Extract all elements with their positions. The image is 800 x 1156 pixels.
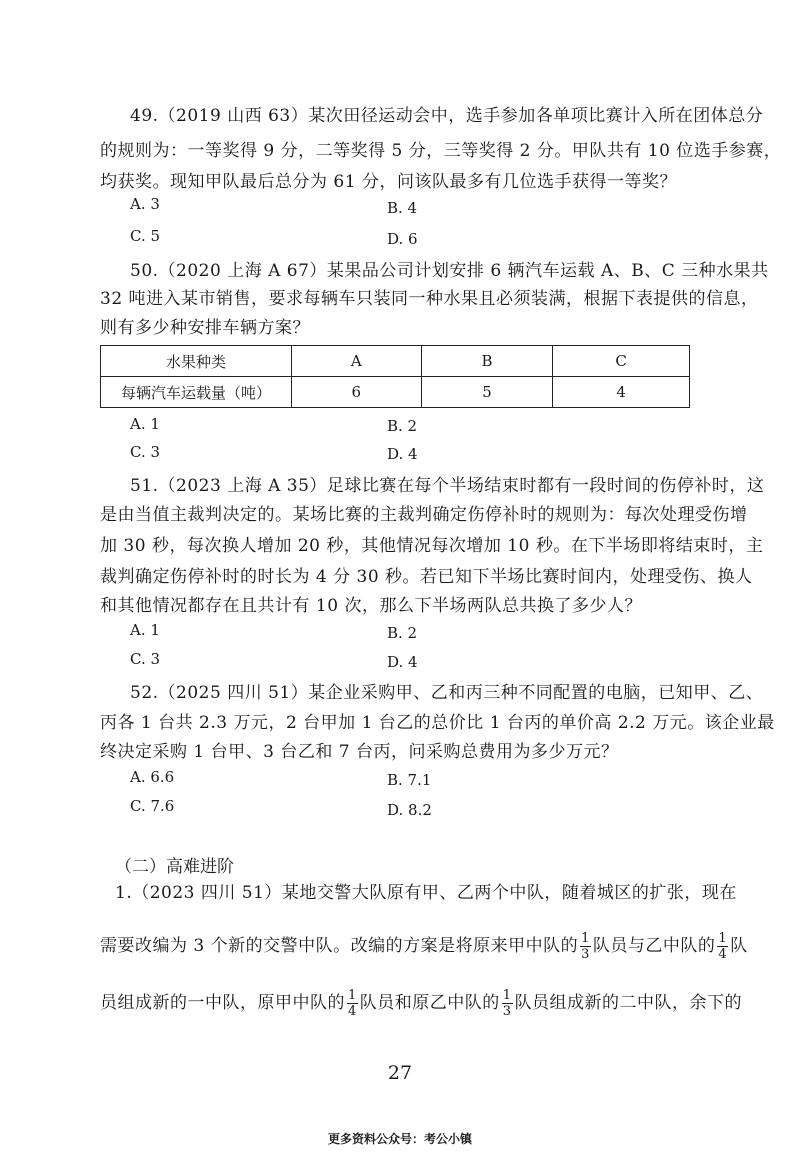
q52-line-2: 丙各 1 台共 2.3 万元，2 台甲加 1 台乙的总价比 1 台丙的单价高 2.2 万元。该企业最	[100, 713, 775, 733]
adv1-line-3	[100, 985, 742, 1021]
q51-option-b: B. 2	[387, 624, 418, 642]
table-cell: 6	[292, 377, 422, 408]
q49-option-d: D. 6	[387, 230, 418, 248]
fraction-denominator: 4	[718, 947, 728, 962]
q49-option-c: C. 5	[130, 227, 161, 245]
q50-option-c: C. 3	[130, 443, 161, 461]
q50-line-3: 则有多少种安排车辆方案？	[100, 318, 310, 338]
q51-option-d: D. 4	[387, 653, 418, 671]
fraction-numerator: 1	[502, 988, 512, 1003]
fraction-one-quarter	[717, 931, 728, 962]
q50-option-a: A. 1	[130, 415, 160, 433]
table-cell: 每辆汽车运载量（吨）	[101, 377, 292, 408]
q52-line-3: 终决定采购 1 台甲、3 台乙和 7 台丙，问采购总费用为多少万元？	[100, 742, 619, 762]
q51-line-5: 和其他情况都存在且共计有 10 次，那么下半场两队总共换了多少人？	[100, 596, 642, 616]
adv1-line-3-text-b: 队员和原乙中队的	[359, 993, 500, 1013]
q51-line-3: 加 30 秒，每次换人增加 20 秒，其他情况每次增加 10 秒。在下半场即将结束时，主	[100, 536, 764, 556]
q51-option-c: C. 3	[130, 650, 161, 668]
fraction-one-quarter	[347, 988, 358, 1019]
table-cell: 5	[421, 377, 553, 408]
q51-line-1: 51.（2023 上海 A 35）足球比赛在每个半场结束时都有一段时间的伤停补时，这	[130, 476, 765, 496]
q49-option-a: A. 3	[130, 195, 160, 213]
adv1-line-2-text-c: 队	[730, 936, 748, 956]
q50-option-b: B. 2	[387, 417, 418, 435]
adv1-line-2-text-b: 队员与乙中队的	[592, 936, 716, 956]
q49-line-3: 均获奖。现知甲队最后总分为 61 分，问该队最多有几位选手获得一等奖？	[100, 172, 677, 192]
table-cell: B	[421, 346, 553, 377]
fraction-numerator: 1	[348, 988, 357, 1003]
q52-option-d: D. 8.2	[387, 801, 432, 819]
q52-option-c: C. 7.6	[130, 797, 175, 815]
q51-option-a: A. 1	[130, 621, 160, 639]
table-row	[101, 377, 690, 408]
table-row	[101, 346, 690, 377]
q51-line-4: 裁判确定伤停补时的时长为 4 分 30 秒。若已知下半场比赛时间内，处理受伤、换人	[100, 567, 753, 587]
fraction-numerator: 1	[718, 931, 728, 946]
q49-line-2: 的规则为：一等奖得 9 分，二等奖得 5 分，三等奖得 2 分。甲队共有 10 位选手参赛，	[100, 141, 782, 161]
q49-option-b: B. 4	[387, 199, 418, 217]
section-title: （二）高难进阶	[115, 857, 234, 877]
q52-line-1: 52.（2025 四川 51）某企业采购甲、乙和丙三种不同配置的电脑，已知甲、乙、	[130, 683, 764, 703]
footer-text: 更多资料公众号：考公小镇	[327, 1132, 472, 1146]
table-cell: 水果种类	[101, 346, 292, 377]
table-cell: A	[292, 346, 422, 377]
q49-line-1: 49.（2019 山西 63）某次田径运动会中，选手参加各单项比赛计入所在团体总分	[130, 106, 764, 126]
page-number: 27	[387, 1062, 413, 1084]
q51-line-2: 是由当值主裁判决定的。某场比赛的主裁判确定伤停补时的规则为：每次处理受伤增	[100, 505, 748, 525]
fruit-load-table	[100, 345, 690, 408]
adv1-line-1: 1.（2023 四川 51）某地交警大队原有甲、乙两个中队，随着城区的扩张，现在	[115, 883, 737, 903]
q50-option-d: D. 4	[387, 445, 418, 463]
fraction-denominator: 3	[502, 1004, 512, 1019]
q50-line-1: 50.（2020 上海 A 67）某果品公司计划安排 6 辆汽车运载 A、B、C 三种水果共	[130, 261, 769, 281]
q52-option-a: A. 6.6	[130, 768, 175, 786]
table-cell: 4	[553, 377, 690, 408]
fraction-one-third	[580, 931, 591, 962]
adv1-line-2-text-a: 需要改编为 3 个新的交警中队。改编的方案是将原来甲中队的	[100, 936, 579, 956]
q50-line-2: 32 吨进入某市销售，要求每辆车只装同一种水果且必须装满，根据下表提供的信息，	[100, 289, 759, 309]
adv1-line-3-text-c: 队员组成新的二中队，余下的	[514, 993, 743, 1013]
fraction-denominator: 4	[348, 1004, 357, 1019]
fraction-denominator: 3	[581, 947, 590, 962]
table-cell: C	[553, 346, 690, 377]
fraction-one-third	[502, 988, 513, 1019]
adv1-line-3-text-a: 员组成新的一中队，原甲中队的	[100, 993, 345, 1013]
adv1-line-2	[100, 928, 748, 964]
fraction-numerator: 1	[581, 931, 590, 946]
q52-option-b: B. 7.1	[387, 771, 432, 789]
